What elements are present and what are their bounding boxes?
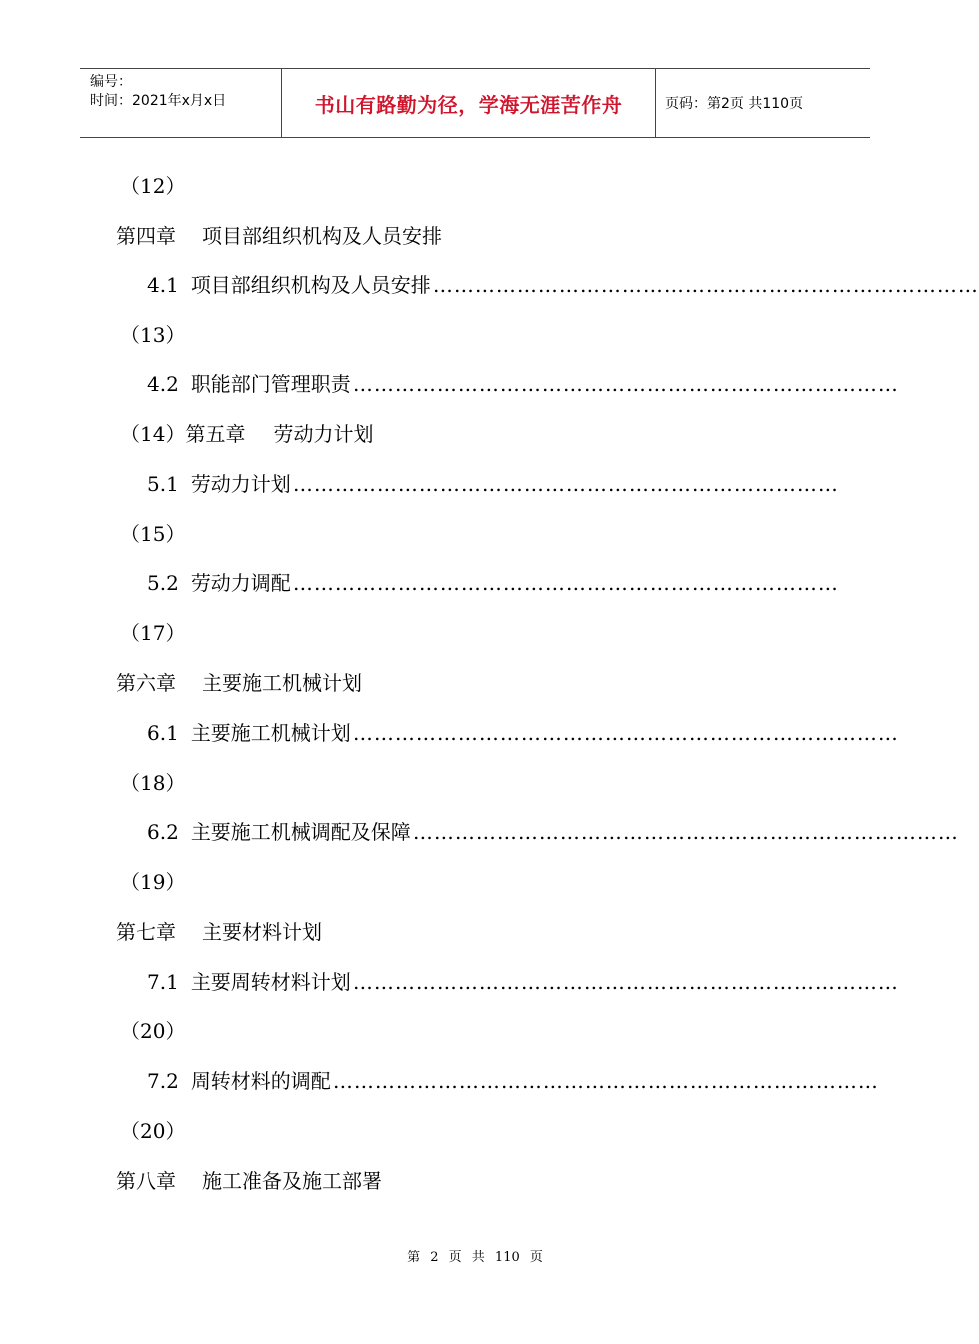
- toc-page-ref: （13）: [120, 323, 186, 347]
- section-number: 7.1: [147, 970, 179, 994]
- section-title: 劳动力计划: [190, 472, 291, 496]
- toc-page-ref: （15）: [120, 522, 186, 546]
- toc-page-ref: （19）: [120, 870, 186, 894]
- dot-leader: ……………………………………………………………………: [292, 472, 839, 496]
- time-label: 时间：2021年x月x日: [90, 93, 227, 109]
- toc-entry-5-1[interactable]: [147, 471, 839, 497]
- toc-page-ref: （18）: [120, 771, 186, 795]
- toc-page-ref: （17）: [120, 621, 186, 645]
- toc-entry-6-1[interactable]: [147, 720, 899, 746]
- section-number: 4.1: [147, 273, 179, 297]
- dot-leader: ……………………………………………………………………: [352, 970, 899, 994]
- number-label: 编号：: [90, 74, 132, 90]
- toc-chapter-6[interactable]: [116, 670, 362, 696]
- toc-entry-7-2[interactable]: [147, 1068, 879, 1094]
- section-number: 7.2: [147, 1069, 179, 1093]
- header-motto: 书山有路勤为径，学海无涯苦作舟: [314, 92, 623, 117]
- header-page-info: 页码：第2页 共110页: [665, 96, 804, 112]
- chapter-number: 第六章: [116, 671, 176, 695]
- chapter-name: 劳动力计划: [273, 422, 374, 446]
- toc-entry-4-2[interactable]: [147, 371, 899, 397]
- toc-page-ref: （12）: [120, 174, 186, 198]
- chapter-number: 第五章: [185, 422, 246, 446]
- section-title: 主要施工机械计划: [190, 721, 351, 745]
- toc-entry-6-2[interactable]: [147, 819, 959, 845]
- section-number: 4.2: [147, 372, 179, 396]
- section-number: 6.1: [147, 721, 179, 745]
- toc-chapter-8[interactable]: [116, 1168, 382, 1194]
- section-number: 5.1: [147, 472, 179, 496]
- section-title: 周转材料的调配: [190, 1069, 331, 1093]
- toc-chapter-7[interactable]: [116, 919, 322, 945]
- dot-leader: ……………………………………………………………………: [352, 721, 899, 745]
- chapter-number: 第四章: [116, 224, 176, 248]
- section-number: 6.2: [147, 820, 179, 844]
- header-meta: [80, 69, 280, 137]
- toc-page-ref: （20）: [120, 1119, 186, 1143]
- toc-entry-7-1[interactable]: [147, 969, 899, 995]
- section-title: 主要周转材料计划: [190, 970, 351, 994]
- section-title: 主要施工机械调配及保障: [190, 820, 411, 844]
- toc-chapter-4[interactable]: [116, 223, 442, 249]
- dot-leader: ……………………………………………………………………: [332, 1069, 879, 1093]
- toc-chapter-5[interactable]: [120, 421, 373, 447]
- chapter-number: 第七章: [116, 920, 176, 944]
- chapter-name: 主要材料计划: [202, 920, 322, 944]
- chapter-name: 项目部组织机构及人员安排: [202, 224, 442, 248]
- toc-entry-4-1[interactable]: [147, 272, 979, 298]
- page-footer: 第 2 页 共 110 页: [407, 1250, 543, 1265]
- page-header: [80, 68, 870, 138]
- chapter-number: 第八章: [116, 1169, 176, 1193]
- page-ref: （14）: [120, 422, 186, 446]
- section-title: 劳动力调配: [190, 571, 291, 595]
- chapter-name: 主要施工机械计划: [202, 671, 362, 695]
- section-title: 职能部门管理职责: [190, 372, 351, 396]
- section-number: 5.2: [147, 571, 179, 595]
- section-title: 项目部组织机构及人员安排: [190, 273, 431, 297]
- dot-leader: ……………………………………………………………………: [432, 273, 979, 297]
- header-motto-cell: [281, 69, 656, 137]
- toc-page-ref: （20）: [120, 1019, 186, 1043]
- chapter-name: 施工准备及施工部署: [202, 1169, 382, 1193]
- dot-leader: ……………………………………………………………………: [292, 571, 839, 595]
- toc-entry-5-2[interactable]: [147, 570, 839, 596]
- dot-leader: ……………………………………………………………………: [352, 372, 899, 396]
- dot-leader: ……………………………………………………………………: [412, 820, 959, 844]
